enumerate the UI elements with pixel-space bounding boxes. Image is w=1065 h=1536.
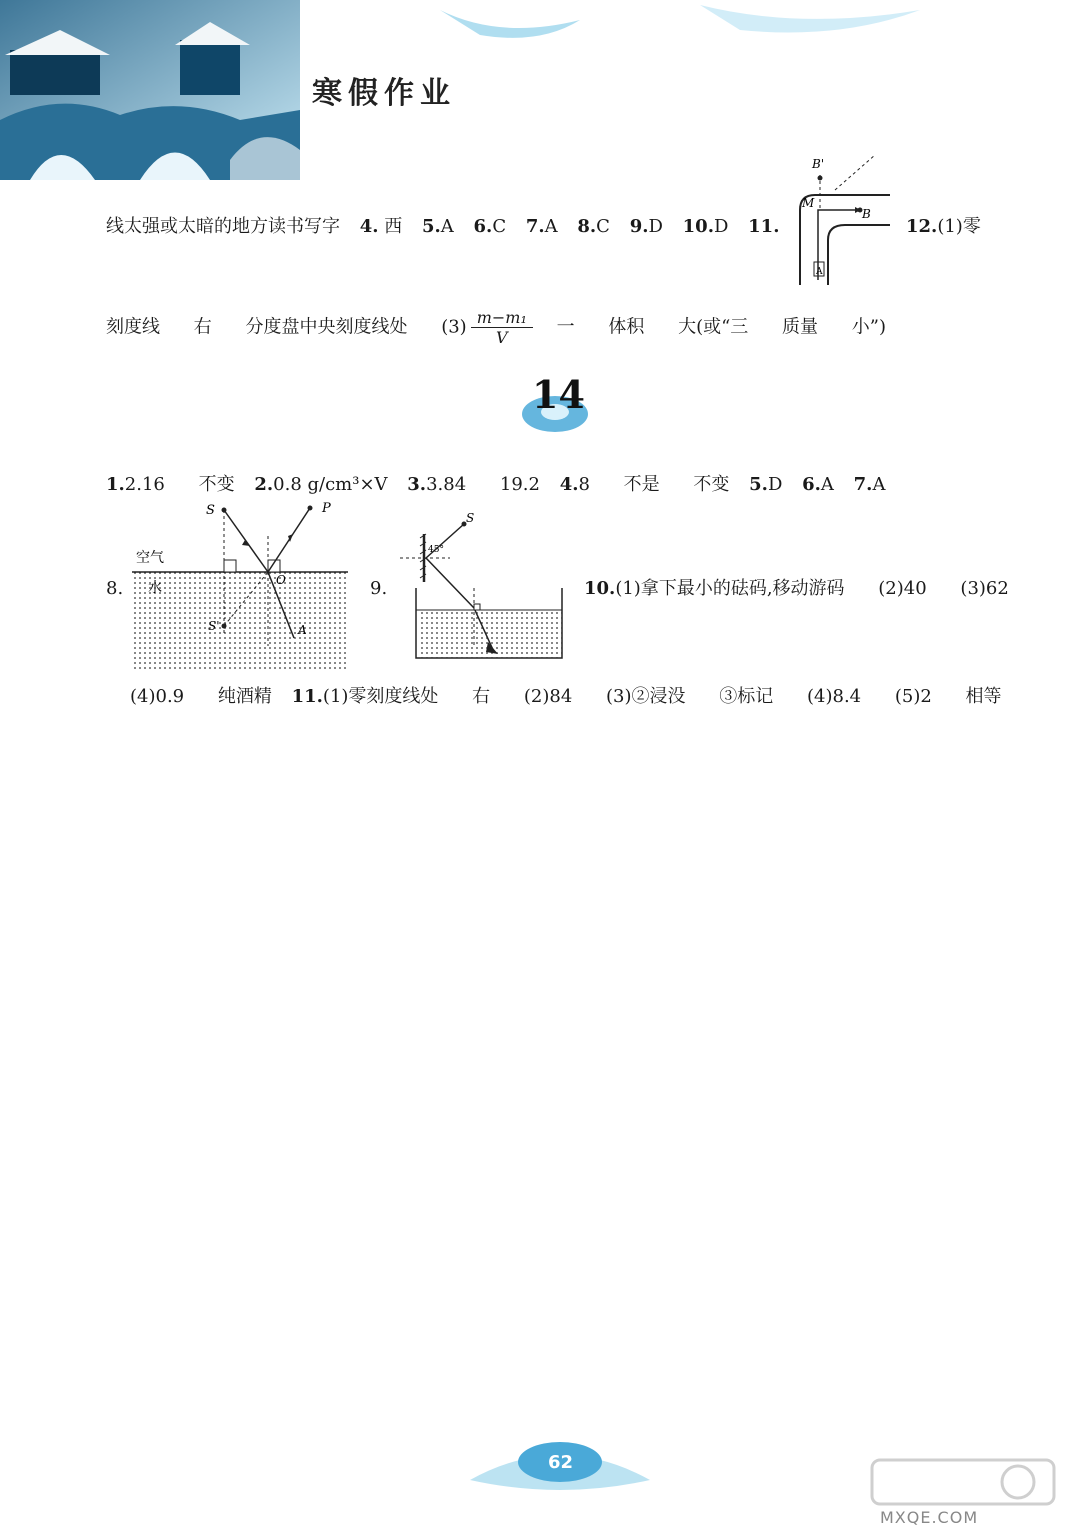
label-s-prime: S' — [208, 619, 220, 633]
answer-text: (1)零刻度线处 — [322, 686, 439, 707]
answer-text: 不变 — [198, 474, 235, 495]
answer-text: 线太强或太暗的地方读书写字 — [106, 216, 340, 237]
figure-8-number: 8. — [106, 578, 124, 599]
answer-text: D — [713, 216, 729, 237]
question-number: 8. — [577, 216, 597, 237]
watermark-text: MXQE.COM — [880, 1508, 979, 1527]
answer-text: (4)0.9 — [130, 686, 185, 707]
answer-text: 质量 — [782, 316, 819, 338]
question-number: 10. — [584, 578, 616, 599]
label-o: O — [276, 573, 286, 587]
answer-text: 纯酒精 — [217, 686, 272, 707]
answer-text: (3)62 — [960, 578, 1009, 599]
answer-text: ③标记 — [719, 686, 774, 707]
question-number: 5. — [422, 216, 441, 237]
answer-text: (2)84 — [523, 686, 573, 707]
label-a: A — [298, 623, 307, 637]
answer-text: 8 — [578, 474, 590, 495]
label-angle: 45° — [428, 545, 444, 555]
section-number: 14 — [532, 372, 585, 417]
question-number: 11. — [291, 686, 323, 707]
answer-text: 3.84 — [426, 474, 467, 495]
answer-line-1-end — [906, 212, 981, 238]
answer-text: C — [492, 216, 507, 237]
answer-text: A — [440, 216, 454, 237]
label-a: A — [816, 267, 823, 277]
label-b: B — [862, 207, 871, 221]
page-number: 62 — [548, 1452, 574, 1473]
answer-text: (1)零 — [937, 216, 981, 237]
fraction-numerator: m−m₁ — [471, 308, 533, 328]
figure-11-mirror-diagram — [790, 150, 900, 290]
answer-text: 大(或“三 — [678, 316, 749, 338]
answer-text: (1)拿下最小的砝码,移动游码 — [615, 578, 845, 599]
answer-text: 不变 — [693, 474, 730, 495]
question-number: 11. — [748, 216, 780, 237]
question-number: 7. — [853, 474, 873, 495]
question-number: 7. — [525, 216, 545, 237]
answer-text: 一 — [556, 316, 575, 338]
answer-text: 相等 — [965, 686, 1002, 707]
question-number: 4. — [559, 474, 579, 495]
header-sky-decoration — [420, 0, 940, 60]
answer-text: 分度盘中央刻度线处 — [245, 316, 408, 338]
answer-text: A — [820, 474, 834, 495]
question-number: 9. — [629, 216, 649, 237]
answer-text: C — [596, 216, 610, 237]
answer-text: (5)2 — [894, 686, 932, 707]
figure-8-refraction-diagram — [128, 496, 352, 676]
figure-9-number: 9. — [370, 578, 388, 599]
answer-line-2 — [106, 308, 886, 347]
answer-text: 体积 — [608, 316, 645, 338]
answer-text: 19.2 — [499, 474, 540, 495]
answer-text: A — [872, 474, 886, 495]
question-number: 4. — [359, 216, 379, 237]
answer-line-4 — [584, 574, 1009, 600]
question-number: 6. — [802, 474, 821, 495]
answer-text: (4)8.4 — [807, 686, 862, 707]
answer-text: D — [648, 216, 663, 237]
fraction-denominator: V — [496, 328, 508, 347]
question-number: 3. — [407, 474, 427, 495]
answer-line-5 — [130, 682, 1002, 708]
answer-text: 刻度线 — [106, 316, 160, 338]
answer-text: (2)40 — [878, 578, 927, 599]
question-number: 12. — [906, 216, 938, 237]
label-p: P — [322, 501, 331, 516]
header-bridge-illustration — [0, 0, 300, 180]
answer-line-3 — [106, 470, 885, 496]
answer-text: 右 — [193, 316, 212, 338]
answer-text: D — [767, 474, 783, 495]
figure-9-mirror-container-diagram — [390, 506, 570, 662]
label-s: S — [466, 511, 475, 525]
answer-text: 小”) — [851, 316, 887, 338]
answer-text: 2.16 — [124, 474, 165, 495]
answer-text: (3)②浸没 — [606, 686, 686, 707]
question-number: 10. — [682, 216, 714, 237]
label-air: 空气 — [136, 550, 164, 566]
answer-text: (3) — [441, 316, 467, 338]
question-number: 1. — [106, 474, 125, 495]
label-b-prime: B' — [812, 157, 825, 171]
question-number: 5. — [749, 474, 768, 495]
question-number: 2. — [254, 474, 274, 495]
density-fraction — [471, 308, 533, 347]
page-title: 寒假作业 — [312, 76, 456, 111]
answer-line-1 — [106, 212, 779, 238]
answer-text: A — [544, 216, 558, 237]
answer-text: 不是 — [623, 474, 660, 495]
question-number: 6. — [473, 216, 493, 237]
answer-text: 右 — [472, 686, 491, 707]
answer-text: 0.8 g/cm³×V — [273, 474, 388, 495]
answer-text: 西 — [384, 216, 403, 237]
label-water: 水 — [148, 580, 162, 596]
label-m: M — [802, 196, 815, 210]
label-s: S — [206, 503, 215, 518]
